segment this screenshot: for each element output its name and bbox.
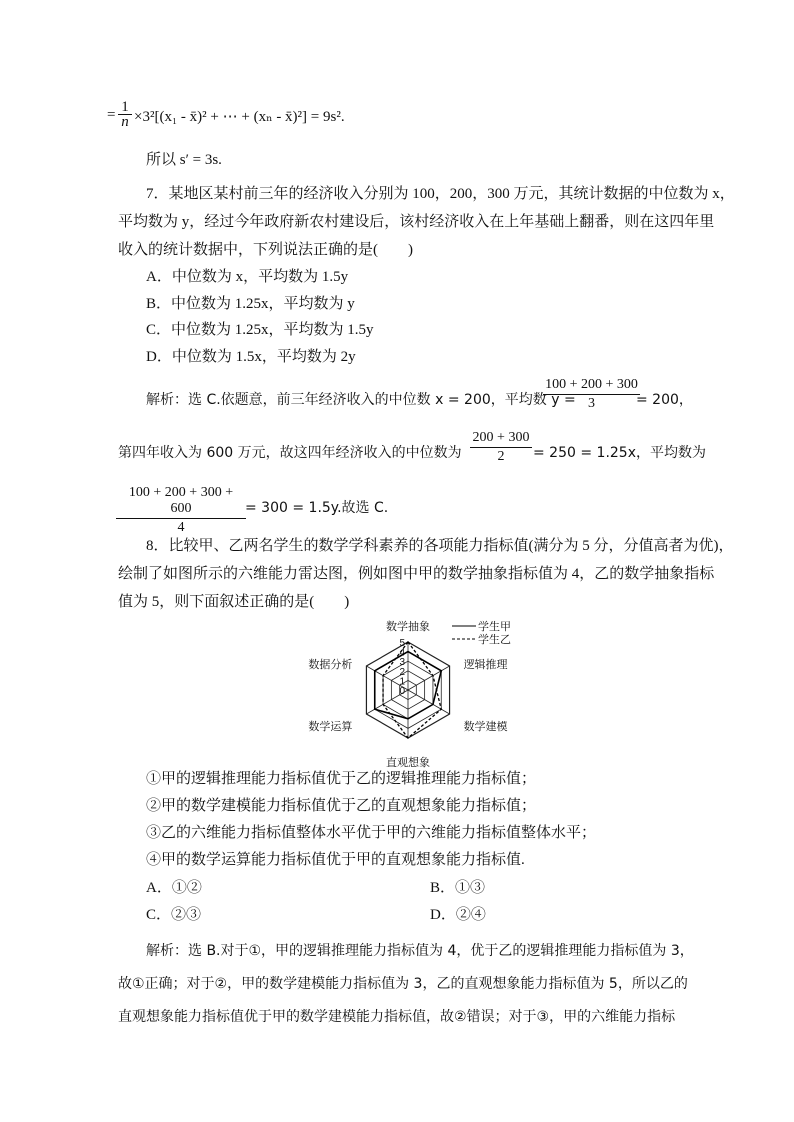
radar-axis-label: 数学建模 xyxy=(463,720,508,733)
q7-stem-line-3: 收入的统计数据中，下列说法正确的是( ) xyxy=(118,242,413,258)
radar-spoke xyxy=(408,666,450,690)
formula-fraction-one-over-n: 1 n xyxy=(118,100,132,129)
fraction-denominator: 4 xyxy=(177,520,185,535)
q8-option-c: C．②③ xyxy=(146,907,202,923)
q7-solution-part-c: 第四年收入为 600 万元，故这四年经济收入的中位数为 xyxy=(118,445,462,461)
q7-solution-part-e: = 300 = 1.5y.故选 C. xyxy=(245,500,389,516)
fraction-denominator: 3 xyxy=(588,396,595,411)
q8-solution-line-1: 解析：选 B.对于①，甲的逻辑推理能力指标值为 4，优于乙的逻辑推理能力指标值为 3， xyxy=(146,943,694,959)
q8-stem-line-1: 8．比较甲、乙两名学生的数学学科素养的各项能力指标值(满分为 5 分，分值高者为优)， xyxy=(146,538,734,554)
formula-equals-sign: = xyxy=(107,107,116,123)
q7-solution-part-b: = 200， xyxy=(636,392,693,408)
q7-solution-part-d: = 250 = 1.25x，平均数为 xyxy=(533,445,706,461)
radar-tick-label: 1 xyxy=(399,676,405,688)
q8-statement-1: ①甲的逻辑推理能力指标值优于乙的逻辑推理能力指标值； xyxy=(146,771,537,787)
radar-tick-label: 5 xyxy=(399,638,405,649)
q8-statement-4: ④甲的数学运算能力指标值优于甲的直观想象能力指标值. xyxy=(146,852,525,868)
legend-label: 学生乙 xyxy=(478,633,511,646)
q8-statement-3: ③乙的六维能力指标值整体水平优于甲的六维能力指标值整体水平； xyxy=(146,825,597,841)
radar-spoke xyxy=(408,690,450,714)
q7-solution-fraction-1 xyxy=(543,377,640,412)
q7-stem-line-2: 平均数为 y，经过今年政府新农村建设后，该村经济收入在上年基础上翻番，则在这四年里 xyxy=(118,214,715,230)
fraction-denominator: 2 xyxy=(497,449,505,464)
q7-solution-fraction-3 xyxy=(116,485,246,536)
radar-axis-label: 数学抽象 xyxy=(386,620,430,633)
radar-axis-label: 逻辑推理 xyxy=(463,658,508,671)
fraction-numerator: 200 + 300 xyxy=(472,430,530,445)
radar-axis-label: 直观想象 xyxy=(386,756,430,769)
q8-option-d: D．②④ xyxy=(430,907,486,923)
radar-chart xyxy=(0,608,794,768)
fraction-bar xyxy=(470,447,532,448)
radar-axis-label: 数据分析 xyxy=(308,658,353,671)
q7-option-b: B．中位数为 1.25x，平均数为 y xyxy=(146,296,355,312)
legend-label: 学生甲 xyxy=(478,620,511,633)
q8-solution-line-3: 直观想象能力指标值优于甲的数学建模能力指标值，故②错误；对于③，甲的六维能力指标 xyxy=(118,1009,676,1025)
q7-option-d: D．中位数为 1.5x，平均数为 2y xyxy=(146,349,356,365)
formula-line: ×3²[(x₁ - x̄)² + ⋯ + (xₙ - x̄)²] = 9s². xyxy=(134,109,345,125)
radar-axis-label: 数学运算 xyxy=(308,720,353,733)
fraction-numerator: 100 + 200 + 300 xyxy=(545,377,638,392)
q8-option-b: B．①③ xyxy=(430,880,486,896)
radar-tick-label: 4 xyxy=(399,647,405,659)
radar-tick-label: 3 xyxy=(399,657,405,669)
fraction-bar xyxy=(543,394,640,395)
q8-stem-line-3: 值为 5，则下面叙述正确的是( ) xyxy=(118,594,350,610)
conclusion-line: 所以 s′ = 3s. xyxy=(146,152,222,168)
q7-solution-fraction-2 xyxy=(470,430,532,465)
q7-option-c: C．中位数为 1.25x，平均数为 1.5y xyxy=(146,322,374,338)
q8-stem-line-2: 绘制了如图所示的六维能力雷达图，例如图中甲的数学抽象指标值为 4，乙的数学抽象指标 xyxy=(118,566,715,582)
fraction-numerator: 100 + 200 + 300 + 600 xyxy=(128,485,234,516)
radar-tick-label: 2 xyxy=(399,666,405,678)
q7-stem-line-1: 7．某地区某村前三年的经济收入分别为 100，200，300 万元，其统计数据的中位数为 x， xyxy=(146,186,735,202)
q8-option-a: A．①② xyxy=(146,880,202,896)
q8-solution-line-2: 故①正确；对于②，甲的数学建模能力指标值为 3，乙的直观想象能力指标值为 5，所以乙的 xyxy=(118,976,688,992)
radar-tick-label: 0 xyxy=(399,686,405,697)
fraction-bar xyxy=(116,518,246,519)
q7-solution-part-a: 解析：选 C.依题意，前三年经济收入的中位数 x = 200，平均数 y = xyxy=(146,392,576,408)
q8-statement-2: ②甲的数学建模能力指标值优于乙的直观想象能力指标值； xyxy=(146,798,537,814)
q7-option-a: A．中位数为 x，平均数为 1.5y xyxy=(146,269,349,285)
